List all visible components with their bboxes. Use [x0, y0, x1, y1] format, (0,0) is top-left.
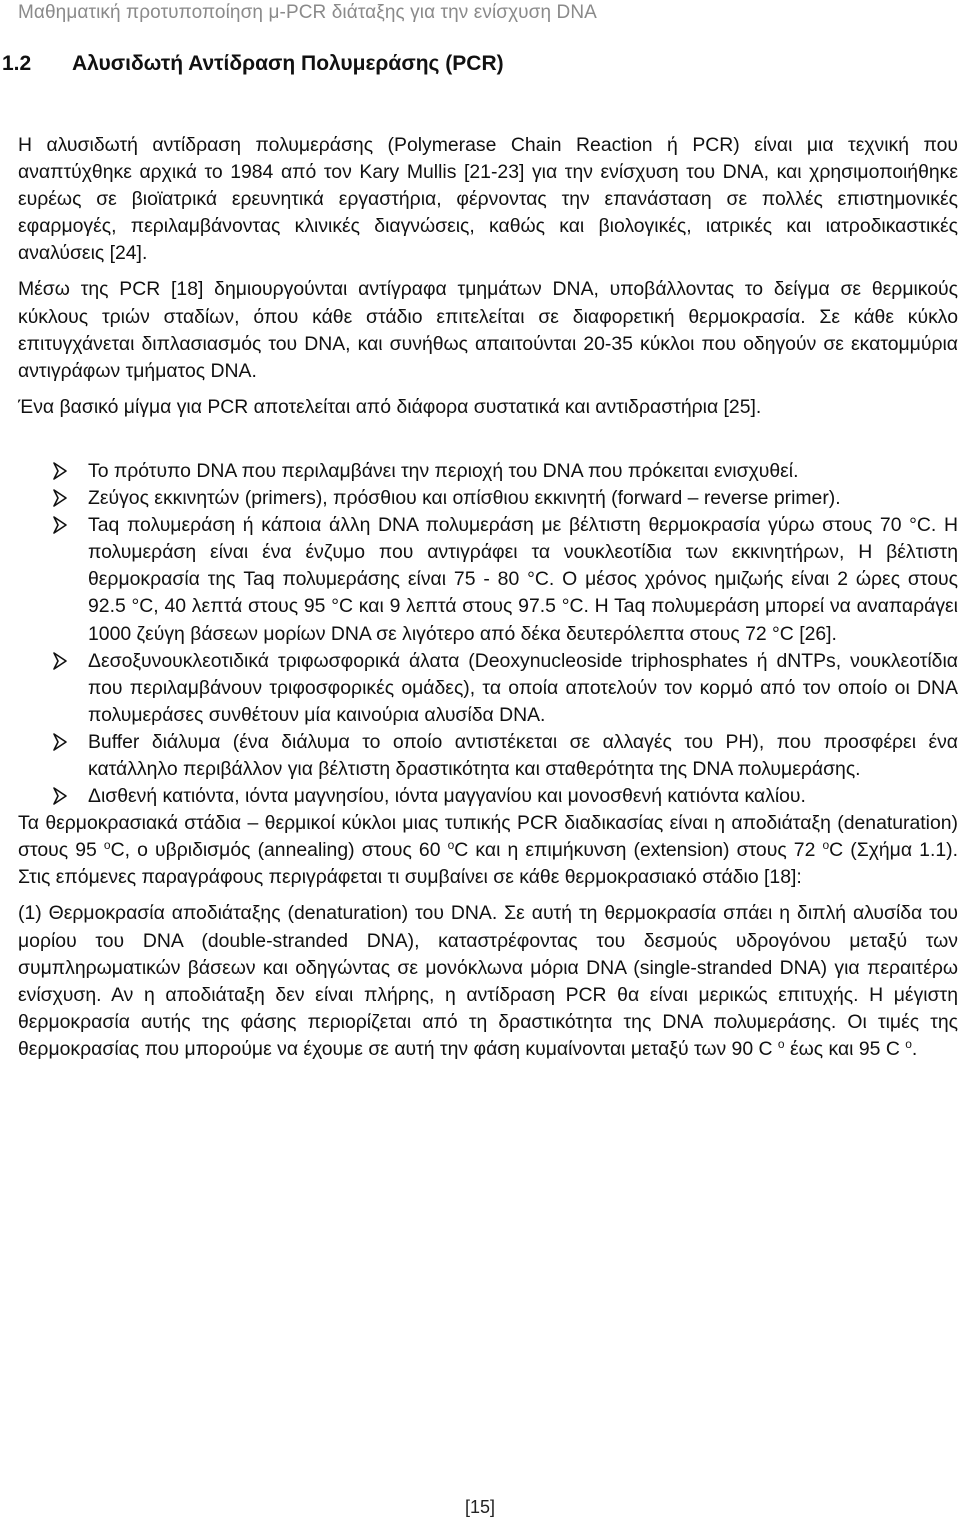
section-title: Αλυσιδωτή Αντίδραση Πολυμεράσης (PCR): [72, 52, 504, 75]
arrowhead-bullet-icon: [52, 651, 68, 671]
list-item: [18, 512, 958, 647]
list-item: [18, 485, 958, 512]
paragraph-text: (1) Θερμοκρασία αποδιάταξης (denaturation) του DNA. Σε αυτή τη θερμοκρασία σπάει η διπλή αλυσίδα του μορίου του DNA (double-stranded DNA), καταστρέφοντας του δεσμούς υδρογόνου μεταξύ των συμπληρωματικών βάσεων και οδηγώντας σε μονόκλωνα μόρια DNA (single-stranded DNA) για περαιτέρω ενίσχυση. Αν η αποδιάταξη δεν είναι πλήρης, η αντίδραση PCR θα είναι μερικώς επιτυχής. Η μέγιστη θερμοκρασία αυτής της φάσης περιορίζεται από τη δραστικότητα της DNA πολυμεράσης. Οι τιμές της θερμοκρασίας που μπορούμε να έχουμε σε αυτή την φάση κυμαίνονται μεταξύ των 90 C: [18, 902, 958, 1060]
section-number: 1.2: [2, 52, 32, 75]
section-heading: [2, 52, 504, 76]
list-item-text: Taq πολυμεράση ή κάποια άλλη DNA πολυμεράση με βέλτιστη θερμοκρασία γύρω στους 70 °C. Η πολυμεράση είναι ένα ένζυμο που αντιγράφει τα νουκλεοτίδια των εκκινητήρων, Η βέλτιστη θερμοκρασία της Taq πολυμεράσης είναι 75 - 80 °C. Ο μέσος χρόνος ημιζωής είναι 2 ώρες στους 92.5 °C, 40 λεπτά στους 95 °C και 9 λεπτά στους 97.5 °C. H Taq πολυμεράση μπορεί να αναπαράγει 1000 ζεύγη βάσεων μορίων DNA σε λιγότερο από δέκα δευτερόλεπτα στους 72 °C [26].: [88, 514, 958, 645]
list-item-text: Ζεύγος εκκινητών (primers), πρόσθιου και οπίσθιου εκκινητή (forward – reverse primer).: [88, 487, 841, 510]
arrowhead-bullet-icon: [52, 488, 68, 508]
list-item-text: Δισθενή κατιόντα, ιόντα μαγνησίου, ιόντα μαγγανίου και μονοσθενή κατιόντα καλίου.: [88, 785, 806, 808]
list-item: [18, 729, 958, 783]
degree-superscript: o: [822, 838, 830, 853]
paragraph-text: C και η επιμήκυνση (extension) στους 72: [454, 839, 823, 862]
paragraph-denaturation: [18, 900, 958, 1063]
paragraph-text: Τα θερμοκρασιακά στάδια – θερμικοί κύκλοι μιας τυπικής PCR διαδικασίας είναι η αποδιάταξη (denaturation) στους 95: [18, 812, 958, 862]
body-text: [18, 132, 958, 1063]
paragraph-text: έως και 95 C: [784, 1037, 906, 1060]
list-item-text: Δεσοξυνουκλεοτιδικά τριφωσφορικά άλατα (Deoxynucleoside triphosphates ή dNTPs, νουκλεοτίδια που περιλαμβάνουν τριφοσφορικές ομάδες), τα οποία αποτελούν τον κορμό από τον οποίο οι DNA πολυμεράσες συνθέτουν μία καινούρια αλυσίδα DNA.: [88, 649, 958, 726]
paragraph-text: C, ο υβριδισμός (annealing) στους 60: [110, 839, 448, 862]
list-item: [18, 783, 958, 810]
arrowhead-bullet-icon: [52, 461, 68, 481]
arrowhead-bullet-icon: [52, 732, 68, 752]
degree-superscript: o: [905, 1036, 912, 1051]
paragraph-thermal-stages: [18, 810, 958, 891]
paragraph-text: .: [911, 1037, 918, 1060]
paragraph-intro: Η αλυσιδωτή αντίδραση πολυμεράσης (Polymerase Chain Reaction ή PCR) είναι μια τεχνική που αναπτύχθηκε αρχικά το 1984 από τον Kary Mullis [21-23] για την ενίσχυση του DNA, και χρησιμοποιήθηκε ευρέως σε βιοϊατρικά ερευνητικά εργαστήρια, φέρνοντας την επανάσταση σε πολλές επιστημονικές εφαρμογές, περιλαμβάνοντας κλινικές διαγνώσεις, καθώς και βιολογικές, ιατρικές και ιατροδικαστικές αναλύσεις [24].: [18, 134, 958, 265]
arrowhead-bullet-icon: [52, 515, 68, 535]
degree-superscript: o: [777, 1036, 785, 1051]
list-item: [18, 648, 958, 729]
paragraph-pcr-cycles: Μέσω της PCR [18] δημιουργούνται αντίγραφα τμημάτων DNA, υποβάλλοντας το δείγμα σε θερμικούς κύκλους τριών σταδίων, όπου κάθε στάδιο επιτελείται σε διαφορετική θερμοκρασία. Σε κάθε κύκλο επιτυγχάνεται διπλασιασμός του DNA, και συνήθως απαιτούνται 20-35 κύκλοι που οδηγούν σε εκατομμύρια αντιγράφων τμήματος DNA.: [18, 278, 958, 382]
list-item: [18, 458, 958, 485]
paragraph-text: C (Σχήμα 1.1). Στις επόμενες παραγράφους περιγράφεται τι συμβαίνει σε κάθε θερμοκρασιακό στάδιο [18]:: [18, 839, 958, 889]
running-header: Μαθηματική προτυποποίηση μ-PCR διάταξης για την ενίσχυση DNA: [18, 2, 597, 23]
list-item-text: Το πρότυπο DNA που περιλαμβάνει την περιοχή του DNA που πρόκειται ενισχυθεί.: [88, 459, 799, 482]
list-item-text: Buffer διάλυμα (ένα διάλυμα το οποίο αντιστέκεται σε αλλαγές του PH), που προσφέρει ένα κατάλληλο περιβάλλον για βέλτιστη δραστικότητα και σταθερότητα της DNA πολυμεράσης.: [88, 730, 958, 780]
degree-superscript: o: [103, 838, 111, 853]
paragraph-mixture: Ένα βασικό μίγμα για PCR αποτελείται από διάφορα συστατικά και αντιδραστήρια [25].: [18, 395, 762, 418]
page-number: [15]: [464, 1497, 496, 1517]
component-list: [18, 458, 958, 810]
arrowhead-bullet-icon: [52, 786, 68, 806]
degree-superscript: o: [447, 838, 455, 853]
